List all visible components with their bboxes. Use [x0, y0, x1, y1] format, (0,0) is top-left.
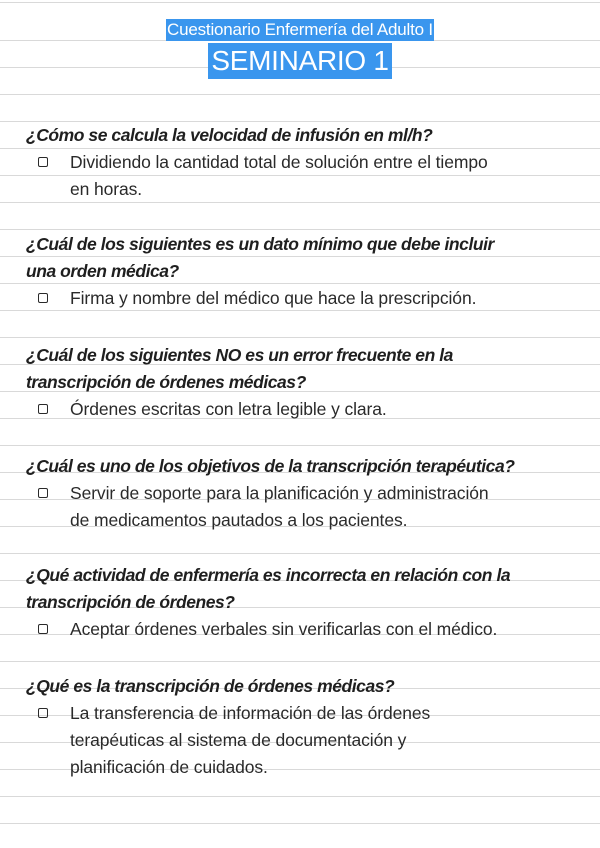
question-text: ¿Qué es la transcripción de órdenes médicas? [26, 676, 395, 696]
question-line: ¿Cuál de los siguientes es un dato mínimo que debe incluir [26, 234, 494, 254]
answer-line: Aceptar órdenes verbales sin verificarlas con el médico. [70, 619, 498, 639]
header [0, 19, 600, 79]
answer-option [26, 396, 586, 423]
answer-option [26, 285, 586, 312]
question-line: transcripción de órdenes médicas? [26, 372, 306, 392]
page-title: SEMINARIO 1 [208, 43, 391, 79]
answer-line: en horas. [70, 179, 143, 199]
answer-line: Órdenes escritas con letra legible y clara. [70, 399, 387, 419]
page-subtitle: Cuestionario Enfermería del Adulto I [167, 20, 433, 39]
question-line: transcripción de órdenes? [26, 592, 235, 612]
question-line: ¿Cuál de los siguientes NO es un error frecuente en la [26, 345, 453, 365]
answer-line: Servir de soporte para la planificación y administración [70, 483, 489, 503]
question-block-5 [26, 562, 586, 643]
question-text [26, 562, 586, 616]
answer-option [26, 700, 586, 781]
answer-line: Dividiendo la cantidad total de solución entre el tiempo [70, 152, 488, 172]
checkbox-icon[interactable] [38, 488, 48, 498]
question-text [26, 342, 586, 396]
checkbox-icon[interactable] [38, 404, 48, 414]
question-text: ¿Cuál es uno de los objetivos de la transcripción terapéutica? [26, 456, 515, 476]
answer-line: de medicamentos pautados a los pacientes. [70, 510, 408, 530]
checkbox-icon[interactable] [38, 624, 48, 634]
checkbox-icon[interactable] [38, 157, 48, 167]
checkbox-icon[interactable] [38, 293, 48, 303]
answer-line: La transferencia de información de las órdenes [70, 703, 431, 723]
question-text [26, 231, 586, 285]
answer-option [26, 616, 586, 643]
question-line: ¿Qué actividad de enfermería es incorrecta en relación con la [26, 565, 511, 585]
question-text: ¿Cómo se calcula la velocidad de infusión en ml/h? [26, 125, 433, 145]
checkbox-icon[interactable] [38, 708, 48, 718]
answer-line: planificación de cuidados. [70, 757, 268, 777]
question-block-4 [26, 453, 586, 534]
answer-option [26, 480, 586, 534]
answer-line: terapéuticas al sistema de documentación y [70, 730, 407, 750]
question-block-1 [26, 122, 586, 203]
question-block-2 [26, 231, 586, 312]
answer-option [26, 149, 586, 203]
question-block-3 [26, 342, 586, 423]
question-block-6 [26, 673, 586, 781]
answer-line: Firma y nombre del médico que hace la prescripción. [70, 288, 477, 308]
question-line: una orden médica? [26, 261, 179, 281]
